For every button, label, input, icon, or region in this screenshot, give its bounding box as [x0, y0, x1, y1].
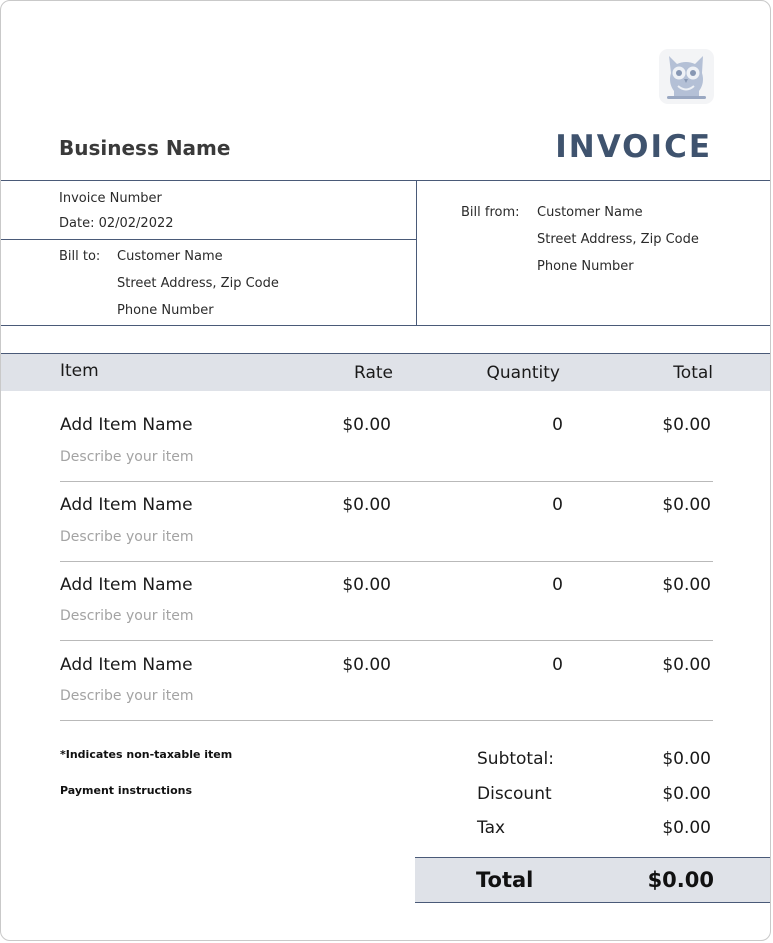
item-name: Add Item Name — [60, 415, 193, 435]
grand-total-bar — [415, 857, 771, 903]
bill-to-address: Street Address, Zip Code — [117, 276, 279, 291]
tax-value: $0.00 — [662, 818, 711, 838]
bill-to-phone: Phone Number — [117, 303, 214, 318]
row-divider — [60, 561, 713, 562]
column-header-item: Item — [60, 361, 99, 381]
invoice-title: INVOICE — [555, 129, 712, 165]
divider — [1, 180, 771, 181]
item-quantity: 0 — [552, 655, 563, 675]
item-total: $0.00 — [662, 415, 711, 435]
grand-total-label: Total — [476, 868, 534, 892]
logo — [659, 49, 714, 104]
subtotal-value: $0.00 — [662, 749, 711, 769]
bill-from-address: Street Address, Zip Code — [537, 232, 699, 247]
tax-label: Tax — [477, 818, 506, 838]
item-quantity: 0 — [552, 575, 563, 595]
divider — [1, 239, 416, 240]
item-description: Describe your item — [60, 529, 194, 545]
column-header-quantity: Quantity — [486, 363, 560, 383]
row-divider — [60, 640, 713, 641]
item-rate: $0.00 — [342, 495, 391, 515]
item-rate: $0.00 — [342, 415, 391, 435]
invoice-date: Date: 02/02/2022 — [59, 216, 174, 231]
item-total: $0.00 — [662, 495, 711, 515]
item-description: Describe your item — [60, 688, 194, 704]
item-quantity: 0 — [552, 495, 563, 515]
invoice-number-label: Invoice Number — [59, 191, 162, 206]
bill-from-label: Bill from: — [461, 205, 520, 220]
divider — [1, 325, 771, 326]
row-divider — [60, 481, 713, 482]
discount-label: Discount — [477, 784, 552, 804]
bill-to-name: Customer Name — [117, 249, 223, 264]
item-total: $0.00 — [662, 655, 711, 675]
discount-value: $0.00 — [662, 784, 711, 804]
non-taxable-note: *Indicates non-taxable item — [60, 748, 233, 761]
bill-from-name: Customer Name — [537, 205, 643, 220]
item-name: Add Item Name — [60, 495, 193, 515]
bill-to-label: Bill to: — [59, 249, 101, 264]
item-description: Describe your item — [60, 449, 194, 465]
item-quantity: 0 — [552, 415, 563, 435]
subtotal-label: Subtotal: — [477, 749, 554, 769]
item-rate: $0.00 — [342, 655, 391, 675]
payment-instructions: Payment instructions — [60, 784, 193, 797]
column-header-rate: Rate — [354, 363, 393, 383]
row-divider — [60, 720, 713, 721]
column-header-total: Total — [673, 363, 713, 383]
business-name: Business Name — [59, 136, 231, 160]
item-total: $0.00 — [662, 575, 711, 595]
grand-total-value: $0.00 — [647, 868, 714, 892]
table-header — [1, 353, 771, 391]
item-rate: $0.00 — [342, 575, 391, 595]
divider — [416, 180, 417, 326]
item-description: Describe your item — [60, 608, 194, 624]
item-name: Add Item Name — [60, 655, 193, 675]
item-name: Add Item Name — [60, 575, 193, 595]
bill-from-phone: Phone Number — [537, 259, 634, 274]
